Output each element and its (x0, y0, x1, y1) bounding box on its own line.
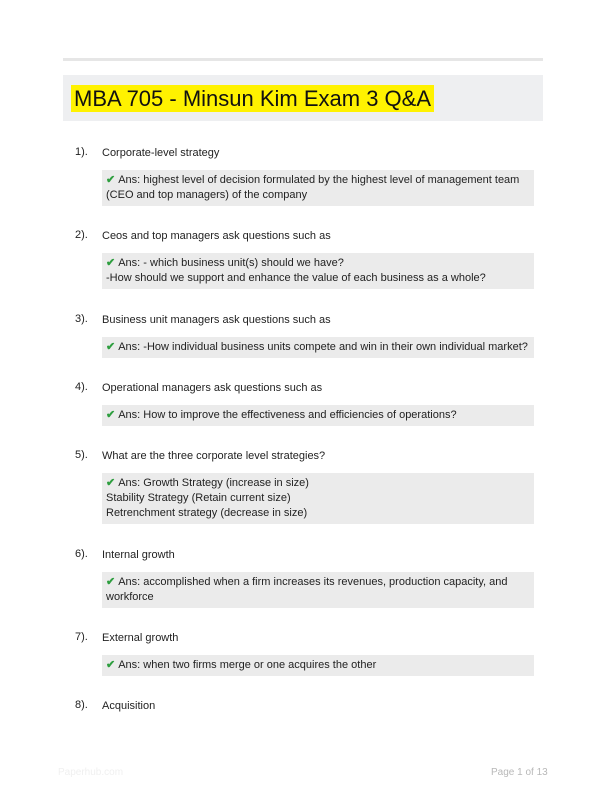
checkmark-icon: ✔ (106, 341, 116, 353)
checkmark-icon: ✔ (106, 257, 116, 269)
question-number: 8). (75, 699, 88, 711)
answer-box (102, 170, 534, 206)
question-number: 1). (75, 146, 88, 158)
answer-text: Ans: - which business unit(s) should we have? (118, 257, 344, 269)
question-text: Operational managers ask questions such as (102, 382, 323, 394)
checkmark-icon: ✔ (106, 576, 116, 588)
answer-text: Ans: How to improve the effectiveness and efficiencies of operations? (118, 409, 457, 421)
answer-line (106, 340, 530, 355)
page-number: Page 1 of 13 (491, 767, 548, 778)
top-divider (63, 58, 543, 61)
answer-box (102, 337, 534, 358)
answer-text: Ans: accomplished when a firm increases its revenues, production capacity, and workforce (106, 576, 508, 603)
question-text: Acquisition (102, 700, 156, 712)
answer-text: Ans: -How individual business units compete and win in their own individual market? (118, 341, 528, 353)
question-number: 2). (75, 229, 88, 241)
question-number: 7). (75, 631, 88, 643)
checkmark-icon: ✔ (106, 477, 116, 489)
answer-text: Ans: highest level of decision formulated by the highest level of management team (CEO and top managers) of the company (106, 174, 520, 201)
question-text: Ceos and top managers ask questions such as (102, 230, 331, 242)
answer-line: Retrenchment strategy (decrease in size) (106, 507, 308, 519)
answer-line (106, 408, 530, 423)
question-number: 6). (75, 548, 88, 560)
answer-box (102, 655, 534, 676)
answer-box (102, 405, 534, 426)
answer-line (106, 173, 530, 203)
footer-watermark: Paperhub.com (58, 767, 124, 778)
question-number: 4). (75, 381, 88, 393)
answer-box (102, 253, 534, 289)
answer-box (102, 473, 534, 524)
answer-line: -How should we support and enhance the value of each business as a whole? (106, 272, 486, 284)
page-title: MBA 705 - Minsun Kim Exam 3 Q&A (71, 85, 434, 112)
question-text: Corporate-level strategy (102, 147, 220, 159)
question-text: What are the three corporate level strategies? (102, 450, 326, 462)
question-text: Internal growth (102, 549, 175, 561)
title-banner (63, 75, 543, 121)
question-number: 5). (75, 449, 88, 461)
answer-line (106, 658, 530, 673)
checkmark-icon: ✔ (106, 409, 116, 421)
checkmark-icon: ✔ (106, 174, 116, 186)
answer-text: Ans: Growth Strategy (increase in size) (118, 477, 309, 489)
answer-text: Ans: when two firms merge or one acquires the other (118, 659, 377, 671)
answer-box (102, 572, 534, 608)
answer-line (106, 476, 530, 491)
checkmark-icon: ✔ (106, 659, 116, 671)
question-text: External growth (102, 632, 179, 644)
answer-line (106, 256, 530, 271)
question-number: 3). (75, 313, 88, 325)
answer-line: Stability Strategy (Retain current size) (106, 492, 291, 504)
answer-line (106, 575, 530, 605)
question-text: Business unit managers ask questions such as (102, 314, 331, 326)
